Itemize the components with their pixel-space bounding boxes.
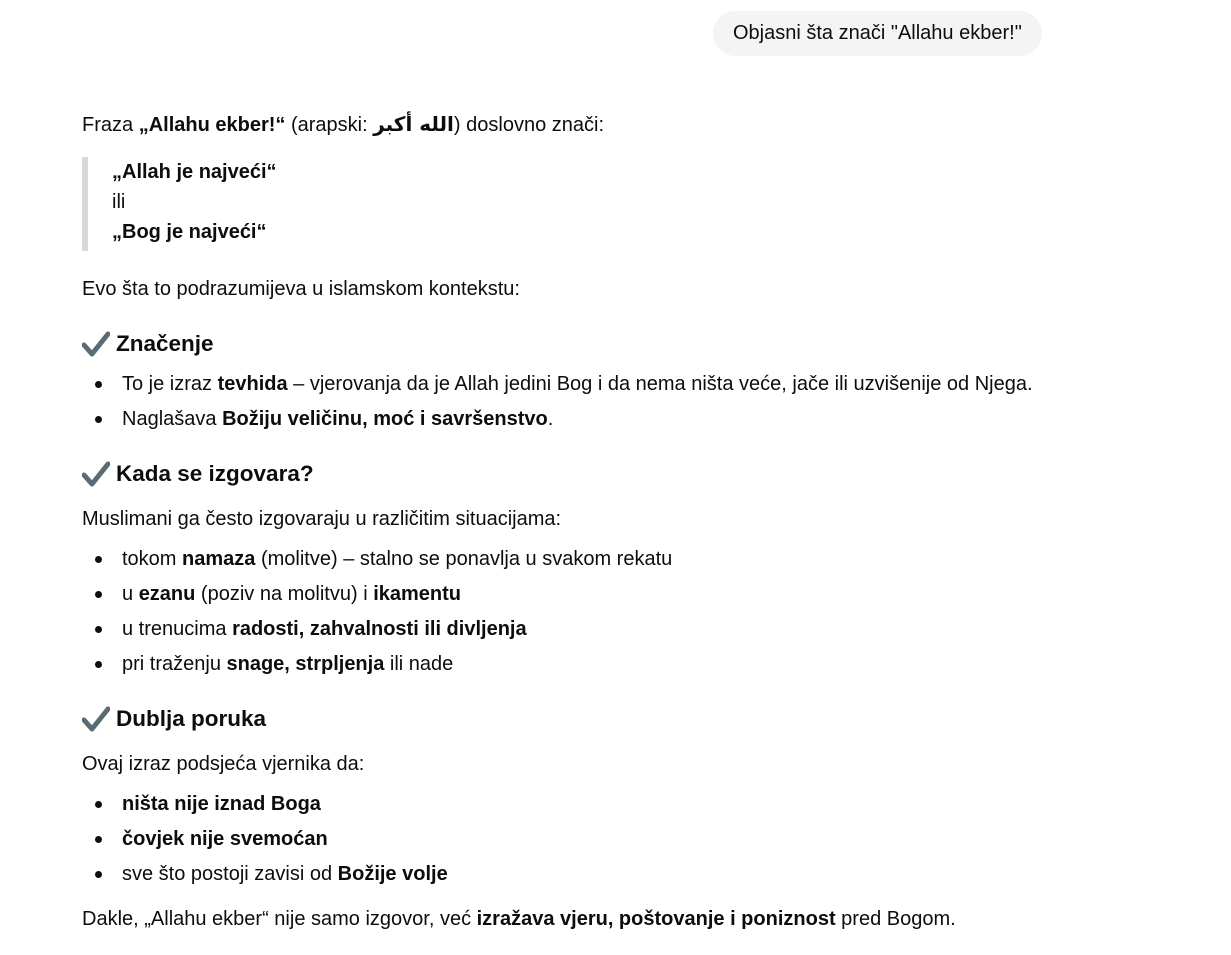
check-mark-icon (82, 331, 110, 357)
section-title-meaning: Značenje (116, 331, 214, 356)
section-heading-when (82, 459, 314, 489)
quote-line-2 (112, 188, 125, 216)
check-mark-icon (82, 461, 110, 487)
bullet-dot (95, 591, 102, 598)
conclusion-paragraph (82, 905, 956, 933)
intro-text-post: ) doslovno znači: (453, 114, 604, 136)
check-mark-icon (82, 706, 110, 732)
quote-line-2-text: ili (112, 191, 126, 213)
quote-line-3-text: „Bog je najveći“ (112, 221, 267, 243)
bullet-dot (95, 556, 102, 563)
section-title-deeper: Dublja poruka (116, 706, 267, 731)
section-title-when: Kada se izgovara? (116, 461, 314, 486)
bullet-dot (95, 626, 102, 633)
intro-arabic: الله أكبر (373, 112, 454, 136)
bullet-dot (95, 871, 102, 878)
intro-phrase: „Allahu ekber!“ (138, 114, 286, 136)
context-text: Evo šta to podrazumijeva u islamskom kontekstu: (82, 278, 520, 300)
section-heading-deeper (82, 704, 266, 734)
when-lead-text: Muslimani ga često izgovaraju u različitim situacijama: (82, 508, 562, 530)
bullet-dot (95, 416, 102, 423)
quote-line-3 (112, 218, 267, 246)
bullet-dot (95, 836, 102, 843)
bullet-dot (95, 661, 102, 668)
bullet-dot (95, 381, 102, 388)
quote-line-1 (112, 158, 277, 186)
blockquote-bar (82, 157, 88, 251)
intro-text-mid: (arapski: (285, 114, 374, 136)
user-message-bubble (713, 11, 1042, 56)
conclusion-text-pre: Dakle, „Allahu ekber“ nije samo izgovor, već (82, 908, 477, 930)
when-lead-paragraph (82, 505, 561, 533)
section-heading-meaning (82, 329, 214, 359)
quote-line-1-text: „Allah je najveći“ (112, 161, 277, 183)
user-message-text: Objasni šta znači "Allahu ekber!" (733, 22, 1022, 44)
deeper-lead-paragraph (82, 750, 364, 778)
context-paragraph (82, 275, 520, 303)
bullet-dot (95, 801, 102, 808)
deeper-lead-text: Ovaj izraz podsjeća vjernika da: (82, 753, 365, 775)
conclusion-bold: izražava vjeru, poštovanje i poniznost (476, 908, 836, 930)
conclusion-text-post: pred Bogom. (835, 908, 956, 930)
intro-text-pre: Fraza (82, 114, 139, 136)
intro-paragraph (82, 110, 604, 139)
